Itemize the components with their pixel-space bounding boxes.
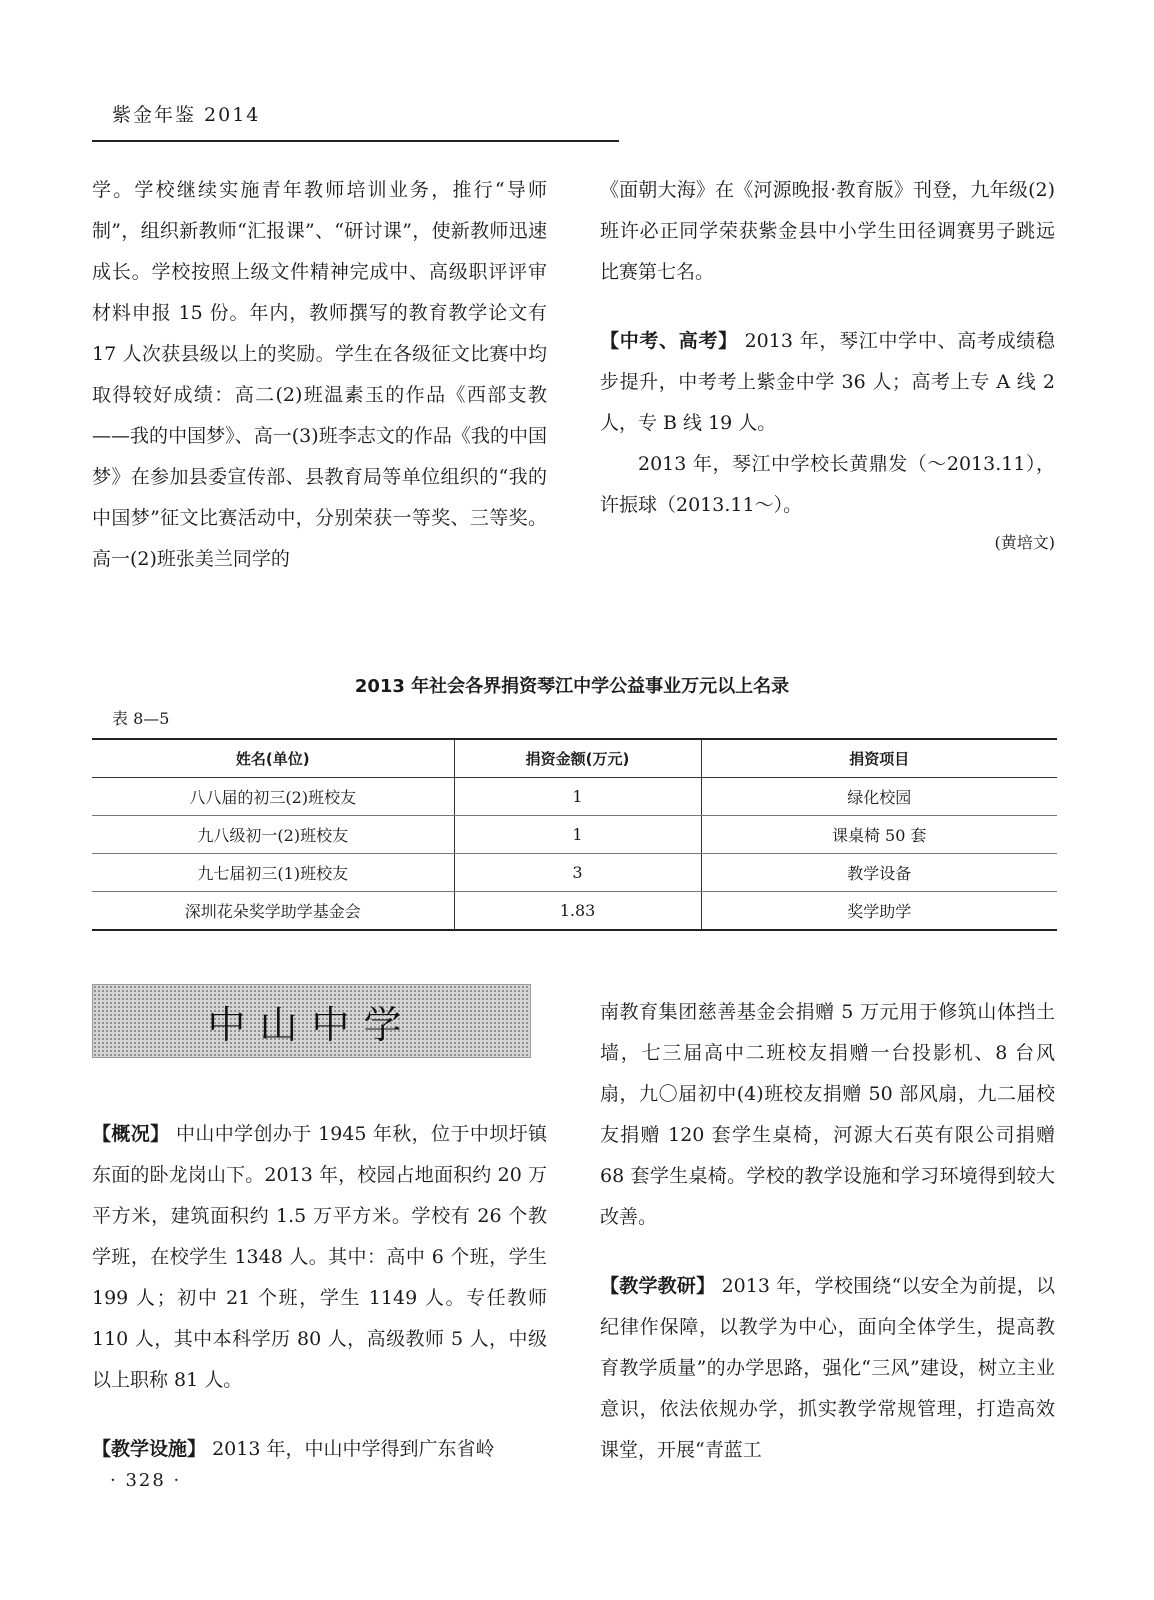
- column-header-project: 捐资项目: [701, 739, 1057, 778]
- facilities-section: [92, 1429, 547, 1470]
- exam-section: [600, 321, 1055, 444]
- facilities-heading: 【教学设施】: [92, 1438, 207, 1460]
- table-header-row: [92, 739, 1057, 778]
- table-row: [92, 892, 1057, 931]
- project-cell: 绿化校园: [701, 778, 1057, 816]
- page-number: · 328 ·: [110, 1470, 182, 1491]
- facilities-continuation: 南教育集团慈善基金会捐赠 5 万元用于修筑山体挡土墙，七三届高中二班校友捐赠一台投影机、8 台风扇，九〇届初中(4)班校友捐赠 50 部风扇，九二届校友捐赠 120 套学生桌椅，河源大石英有限公司捐赠 68 套学生桌椅。学校的教学设施和学习环境得到较大改善。: [600, 1001, 1055, 1228]
- body-paragraph-continuation: 《面朝大海》在《河源晚报·教育版》刊登，九年级(2)班许必正同学荣获紫金县中小学生田径调赛男子跳远比赛第七名。: [600, 179, 1055, 283]
- overview-heading: 【概况】: [92, 1123, 170, 1145]
- donor-cell: 九七届初三(1)班校友: [92, 854, 454, 892]
- overview-section: [92, 1114, 547, 1401]
- right-column-top: [600, 170, 1055, 558]
- column-header-amount: 捐资金额(万元): [454, 739, 701, 778]
- project-cell: 课桌椅 50 套: [701, 816, 1057, 854]
- amount-cell: 1.83: [454, 892, 701, 931]
- section-banner: [92, 984, 531, 1058]
- donor-cell: 深圳花朵奖学助学基金会: [92, 892, 454, 931]
- left-column-top: [92, 170, 547, 580]
- right-column-bottom: [600, 992, 1055, 1471]
- donor-cell: 八八届的初三(2)班校友: [92, 778, 454, 816]
- amount-cell: 1: [454, 778, 701, 816]
- table-row: [92, 816, 1057, 854]
- overview-text: 中山中学创办于 1945 年秋，位于中坝圩镇东面的卧龙岗山下。2013 年，校园占地面积约 20 万平方米，建筑面积约 1.5 万平方米。学校有 26 个教学班，在校学生 1348 人。其中：高中 6 个班，学生 199 人；初中 21 个班，学生 1149 人。专任教师 110 人，其中本科学历 80 人，高级教师 5 人，中级以上职称 81 人。: [92, 1123, 547, 1391]
- left-column-bottom: [92, 1114, 547, 1470]
- amount-cell: 1: [454, 816, 701, 854]
- table-row: [92, 854, 1057, 892]
- project-cell: 教学设备: [701, 854, 1057, 892]
- project-cell: 奖学助学: [701, 892, 1057, 931]
- author-byline: (黄培文): [994, 533, 1055, 552]
- exam-heading: 【中考、高考】: [600, 330, 738, 352]
- running-title: 紫金年鉴 2014: [112, 104, 261, 126]
- facilities-text: 2013 年，中山中学得到广东省岭: [212, 1438, 495, 1460]
- table-number: 表 8—5: [112, 709, 170, 728]
- header-rule: [92, 140, 619, 142]
- research-text: 2013 年，学校围绕“以安全为前提，以纪律作保障，以教学为中心，面向全体学生，提高教育教学质量”的办学思路，强化“三风”建设，树立主业意识，依法依规办学，抓实教学常规管理，打造高效课堂，开展“青蓝工: [600, 1275, 1055, 1461]
- body-paragraph: 学。学校继续实施青年教师培训业务，推行“导师制”，组织新教师“汇报课”、“研讨课”，使新教师迅速成长。学校按照上级文件精神完成中、高级职评评审材料申报 15 份。年内，教师撰写的教育教学论文有 17 人次获县级以上的奖励。学生在各级征文比赛中均取得较好成绩：高二(2)班温素玉的作品《西部支教——我的中国梦》、高一(3)班李志文的作品《我的中国梦》在参加县委宣传部、县教育局等单位组织的“我的中国梦”征文比赛活动中，分别荣获一等奖、三等奖。高一(2)班张美兰同学的: [92, 179, 547, 570]
- principal-paragraph: 2013 年，琴江中学校长黄鼎发（～2013.11），许振球（2013.11～）。: [600, 453, 1055, 516]
- column-header-donor: 姓名(单位): [92, 739, 454, 778]
- section-title: 中山中学: [207, 1002, 416, 1047]
- donation-table: [92, 738, 1057, 931]
- research-section: [600, 1266, 1055, 1471]
- table-title: 2013 年社会各界捐资琴江中学公益事业万元以上名录: [354, 676, 790, 697]
- table-row: [92, 778, 1057, 816]
- amount-cell: 3: [454, 854, 701, 892]
- exam-text: 2013 年，琴江中学中、高考成绩稳步提升，中考考上紫金中学 36 人；高考上专 A 线 2 人，专 B 线 19 人。: [600, 330, 1055, 434]
- donor-cell: 九八级初一(2)班校友: [92, 816, 454, 854]
- research-heading: 【教学教研】: [600, 1275, 716, 1297]
